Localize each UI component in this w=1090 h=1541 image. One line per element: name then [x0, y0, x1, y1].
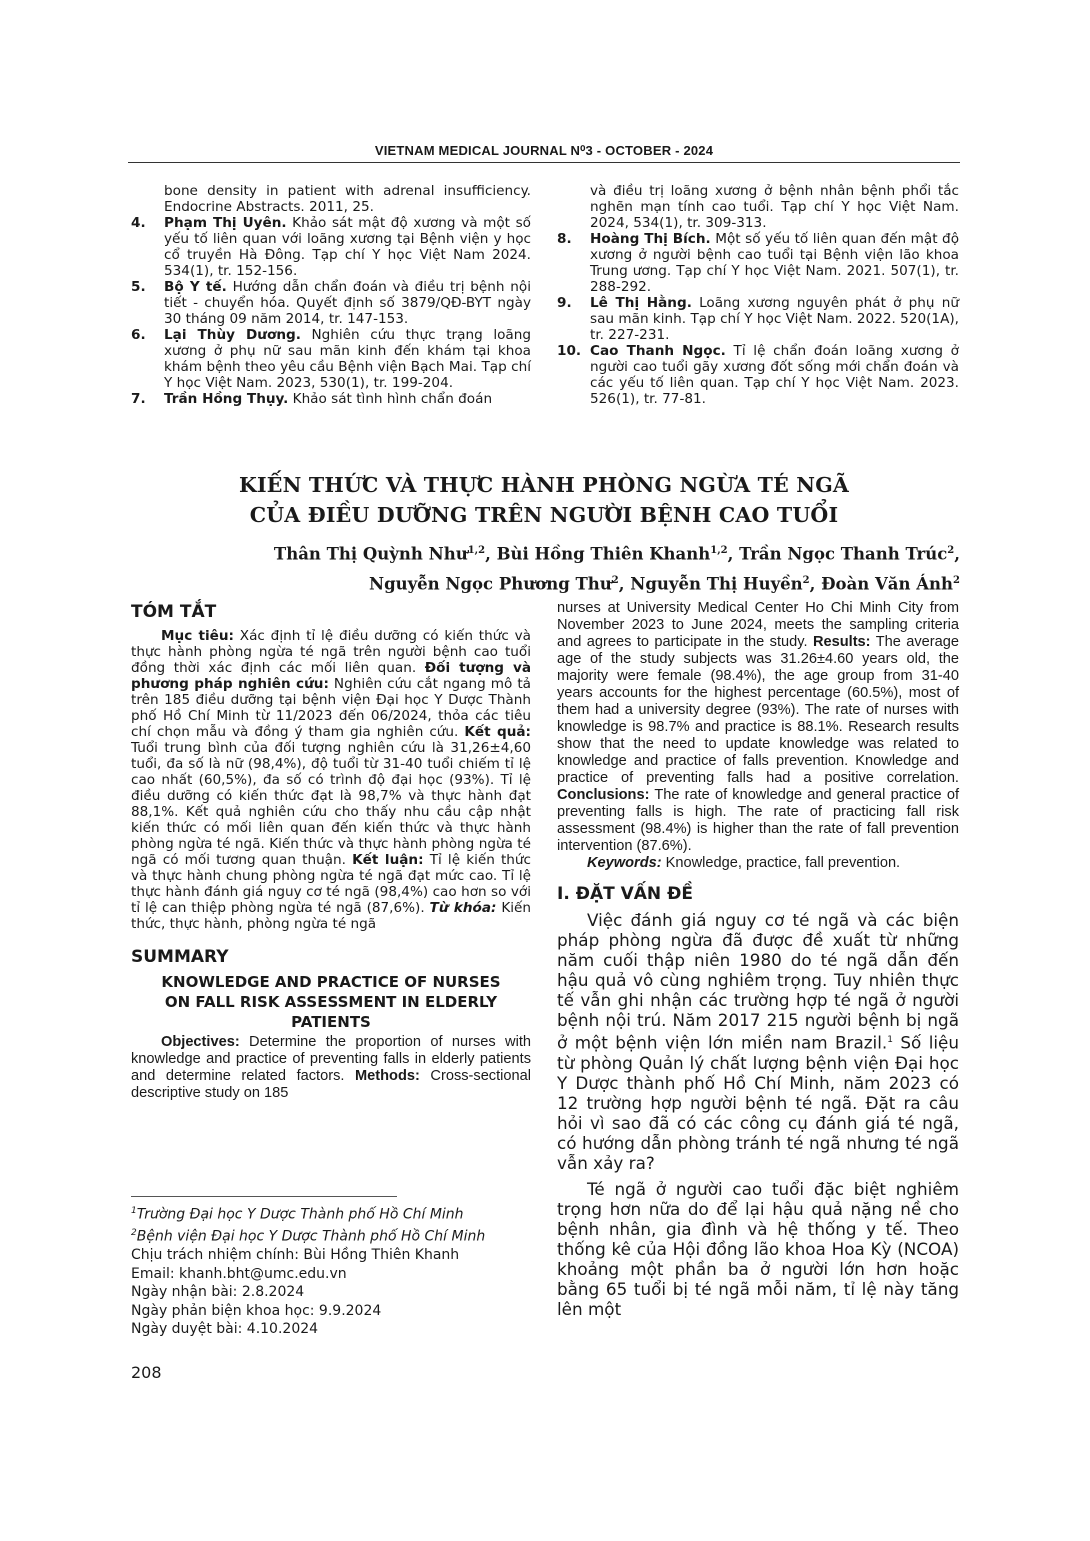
author-affiliation: 1,2 [467, 545, 486, 556]
reference-author: Phạm Thị Uyên. [164, 215, 287, 231]
main-right-column [557, 600, 959, 1319]
references-left-column [131, 183, 531, 407]
reference-text: Loãng xương nguyên phát ở phụ nữ sau mãn kinh. Tạp chí Y học Việt Nam. 2022. 520(1A), tr. 227-231. [590, 295, 959, 343]
reference-item [557, 231, 959, 295]
intro-text: Việc đánh giá nguy cơ té ngã và các biện pháp phòng ngừa đã được đề xuất từ những năm cuối thập niên 1980 do té ngã dẫn đến hậu quả vô cùng nghiêm trọng. Tuy nhiên thực tế vẫn ghi nhận các trường hợp té ngã ở người bệnh nội trú. Năm 2017 215 người bệnh bị ngã ở một bệnh viện lớn miền nam Brazil. [557, 910, 959, 1053]
reference-number: 7. [131, 391, 146, 407]
results-text: Tuổi trung bình của đối tượng nghiên cứu là 31,26±4,60 tuổi, đa số là nữ (98,4%), độ tuổi từ 31-40 tuổi chiếm tỉ lệ cao nhất (60,5%), đa số có trình độ đại học (93%). Tỉ lệ điều dưỡng có kiến thức đạt là 98,7% và thực hành đạt 88,1%. Kết quả nghiên cứu cho thấy nhu cầu cập nhật kiến thức có mối liên quan đến kiến thức và thực hành phòng ngừa té ngã. Kiến thức và thực hành phòng ngừa té ngã có mối tương quan thuận. [131, 740, 531, 868]
date-accepted: Ngày duyệt bài: 4.10.2024 [131, 1321, 319, 1338]
intro-paragraph-2: Té ngã ở người cao tuổi đặc biệt nghiêm trọng hơn nữa do để lại hậu quả nặng nề cho bệnh nhân, gia đình và hệ thống y tế. Theo thống kê của Hội đồng lão khoa Hoa Kỳ (NCOA) khoảng một phần ba ở người lớn hơn hoặc bằng 65 tuổi bị té ngã mỗi năm, tỉ lệ này tăng lên một [557, 1178, 959, 1319]
reference-author: Bộ Y tế. [164, 279, 227, 295]
summary-paragraph [131, 1034, 531, 1102]
results-label: Results: [812, 634, 871, 650]
reference-item [557, 343, 959, 407]
conclusion-label: Kết luận: [352, 852, 424, 868]
summary-paragraph-continued [557, 600, 959, 855]
results-label: Kết quả: [464, 724, 531, 740]
reference-text: và điều trị loãng xương ở bệnh nhân bệnh phổi tắc nghẽn mạn tính cao tuổi. Tạp chí Y học Việt Nam. 2024, 534(1), tr. 309-313. [590, 183, 959, 231]
reference-number: 10. [557, 343, 582, 359]
reference-item [131, 327, 531, 391]
reference-item [557, 183, 959, 231]
author-separator: , [809, 574, 822, 593]
reference-text: Khảo sát mật độ xương và một số yếu tố liên quan với loãng xương tại Bệnh viện y học cổ truyền Hà Đông. Tạp chí Y học Việt Nam 2024. 534(1), tr. 152-156. [164, 215, 531, 279]
date-reviewed: Ngày phản biện khoa học: 9.9.2024 [131, 1302, 382, 1319]
reference-text: Hướng dẫn chẩn đoán và điều trị bệnh nội tiết - chuyển hóa. Quyết định số 3879/QĐ-BYT ngày 30 tháng 09 năm 2014, tr. 147-153. [164, 279, 531, 327]
article-title-line: KIẾN THỨC VÀ THỰC HÀNH PHÒNG NGỪA TÉ NGÃ [238, 473, 850, 497]
summary-title: KNOWLEDGE AND PRACTICE OF NURSES ON FALL RISK ASSESSMENT IN ELDERLY PATIENTS [161, 973, 501, 1031]
methods-label: Đối tượng và phương pháp nghiên cứu: [131, 660, 531, 692]
objective-label: Mục tiêu: [161, 628, 234, 644]
abstract-heading: TÓM TẮT [131, 602, 217, 622]
intro-text: Số liệu từ phòng Quản lý chất lượng bệnh viện Đại học Y Dược thành phố Hồ Chí Minh, năm 2023 có 12 trường hợp người bệnh té ngã. Đặt ra câu hỏi vì sao đã có các công cụ đánh giá té ngã, có hướng dẫn phòng tránh té ngã nhưng té ngã vẫn xảy ra? [557, 1032, 959, 1173]
author-name: Thân Thị Quỳnh Như [273, 544, 468, 564]
article-title [128, 470, 960, 530]
keywords-label: Từ khóa: [429, 900, 497, 916]
date-received: Ngày nhận bài: 2.8.2024 [131, 1284, 305, 1301]
reference-number: 9. [557, 295, 572, 311]
contact-email: Email: khanh.bht@umc.edu.vn [131, 1265, 347, 1282]
keywords-text: Knowledge, practice, fall prevention. [661, 855, 901, 871]
author-list [140, 538, 960, 597]
author-affiliation: 1,2 [710, 545, 728, 556]
author-affiliation: 2 [953, 574, 960, 586]
reference-author: Cao Thanh Ngọc. [590, 343, 726, 359]
results-text: The average age of the study subjects was 31.26±4.60 years old, the majority were female (98.4%), the age group from 31-40 years accounts for the highest percentage (60.5%), most of them had a university degree (93%). The rate of nurses with knowledge is 98.7% and practice is 88.1%. Research results show that the need to update knowledge was related to knowledge and practice of falls prevention. Knowledge and practice of preventing falls had a positive correlation. [557, 634, 960, 786]
methods-text-continued: nurses at University Medical Center Ho Chi Minh City from November 2023 to June 2024, meets the sampling criteria and agrees to participate in the study. [557, 600, 959, 650]
intro-paragraph-1 [557, 910, 959, 1173]
author-name: Đoàn Văn Ánh [821, 574, 954, 593]
references-right-column [557, 183, 959, 407]
main-left-column [131, 600, 531, 1102]
reference-text: Tỉ lệ chẩn đoán loãng xương ở người cao tuổi gãy xương đốt sống mới chẩn đoán và các yếu tố liên quan. Tạp chí Y học Việt Nam. 2023. 526(1), tr. 77-81. [590, 343, 959, 407]
objective-text: Xác định tỉ lệ điều dưỡng có kiến thức và thực hành phòng ngừa té ngã trên người bệnh cao tuổi đồng thời xác định các mối liên quan. [131, 628, 531, 676]
author-name: Trần Ngọc Thanh Trúc [739, 544, 948, 564]
author-affiliation: 2 [947, 545, 955, 556]
citation-marker: 1 [887, 1035, 893, 1045]
keywords-line [557, 855, 959, 872]
author-separator: , [727, 544, 740, 564]
affiliation-marker: 1 [131, 1206, 137, 1216]
reference-text: bone density in patient with adrenal insufficiency. Endocrine Abstracts. 2011, 25. [164, 183, 531, 215]
reference-text: Một số yếu tố liên quan đến mật độ xương ở người bệnh cao tuổi tại Bệnh viện lão khoa Trung ương. Tạp chí Y học Việt Nam. 2021. 507(1), tr. 288-292. [590, 231, 960, 295]
footnotes [131, 1202, 531, 1339]
summary-heading: SUMMARY [131, 947, 229, 967]
reference-author: Hoàng Thị Bích. [590, 231, 711, 247]
keywords-label: Keywords: [587, 855, 662, 871]
reference-number: 4. [131, 215, 146, 231]
reference-item [131, 391, 531, 407]
reference-author: Trần Hồng Thụy. [164, 391, 289, 407]
author-affiliation: 2 [802, 574, 810, 586]
objectives-text: Determine the proportion of nurses with knowledge and practice of preventing falls in elderly patients and determine related factors. [131, 1034, 531, 1084]
reference-author: Lại Thùy Dương. [164, 327, 301, 343]
reference-item [131, 279, 531, 327]
section-heading-intro: I. ĐẶT VẤN ĐỀ [557, 884, 693, 904]
author-separator: , [954, 544, 960, 564]
reference-item [131, 183, 531, 215]
reference-number: 6. [131, 327, 146, 343]
article-title-line: CỦA ĐIỀU DƯỠNG TRÊN NGƯỜI BỆNH CAO TUỔI [249, 503, 839, 527]
reference-text: Khảo sát tình hình chẩn đoán [288, 391, 493, 407]
author-name: Nguyễn Ngọc Phương Thư [368, 574, 612, 593]
footnote-divider [131, 1196, 397, 1197]
author-separator: , [618, 574, 631, 593]
author-separator: , [485, 544, 497, 564]
affiliation-marker: 2 [131, 1228, 137, 1239]
author-name: Nguyễn Thị Huyền [630, 574, 803, 593]
affiliation-1: Trường Đại học Y Dược Thành phố Hồ Chí Minh [136, 1206, 464, 1223]
affiliation-2: Bệnh viện Đại học Y Dược Thành phố Hồ Chí Minh [136, 1228, 486, 1245]
reference-text: Nghiên cứu thực trạng loãng xương ở phụ nữ sau mãn kinh đến khám tại khoa khám bệnh theo yêu cầu Bệnh viện Bạch Mai. Tạp chí Y học Việt Nam. 2023, 530(1), tr. 199-204. [164, 327, 531, 391]
abstract-vi-paragraph [131, 628, 531, 932]
methods-text: Cross-sectional descriptive study on 185 [131, 1068, 531, 1101]
reference-item [131, 215, 531, 279]
conclusion-text: Tỉ lệ kiến thức và thực hành chung phòng ngừa té ngã đạt mức cao. Tỉ lệ thực hành đánh giá nguy cơ té ngã (98,4%) cao hơn so với tỉ lệ can thiệp phòng ngừa té ngã (87,6%). [131, 852, 532, 916]
conclusions-text: The rate of knowledge and general practice of preventing falls is high. The rate of practicing fall risk assessment (98.4%) is higher than the rate of fall prevention intervention (87.6%). [557, 787, 959, 854]
author-affiliation: 2 [611, 574, 619, 586]
page-number: 208 [131, 1363, 162, 1382]
header-divider [128, 162, 960, 163]
reference-item [557, 295, 959, 343]
conclusions-label: Conclusions: [557, 787, 650, 803]
journal-header: VIETNAM MEDICAL JOURNAL N⁰3 - OCTOBER - 2024 [374, 143, 714, 158]
author-name: Bùi Hồng Thiên Khanh [496, 544, 711, 564]
reference-number: 8. [557, 231, 572, 247]
objectives-label: Objectives: [161, 1034, 240, 1050]
reference-author: Lê Thị Hằng. [590, 295, 692, 311]
methods-text: Nghiên cứu cắt ngang mô tả trên 185 điều dưỡng tại bệnh viện Đại học Y Dược Thành phố Hồ Chí Minh từ 11/2023 đến 06/2024, thỏa các tiêu chí chọn mẫu và đồng ý tham gia nghiên cứu. [131, 676, 531, 740]
keywords-text: Kiến thức, thực hành, phòng ngừa té ngã [131, 900, 531, 932]
methods-label: Methods: [355, 1068, 420, 1084]
corresponding-author: Chịu trách nhiệm chính: Bùi Hồng Thiên Khanh [131, 1247, 460, 1264]
reference-number: 5. [131, 279, 146, 295]
